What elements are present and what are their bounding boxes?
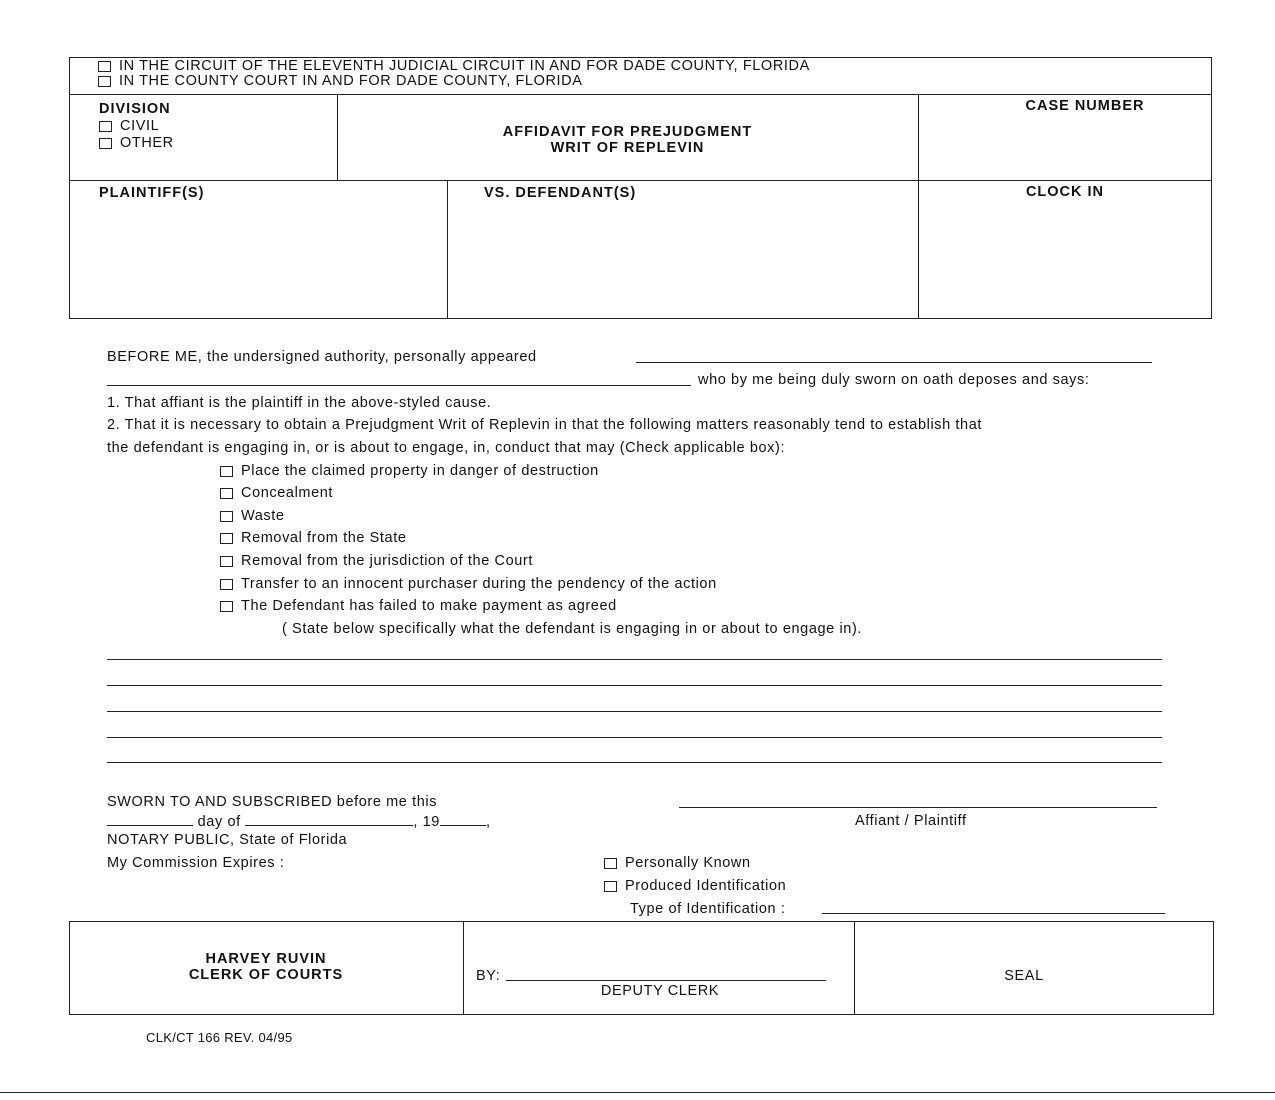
produced-id-option[interactable] <box>604 878 786 894</box>
option-label: Removal from the jurisdiction of the Court <box>241 553 533 569</box>
checkbox[interactable] <box>99 138 112 149</box>
by-label: BY: <box>476 968 501 984</box>
option-label: Place the claimed property in danger of destruction <box>241 463 599 479</box>
checkbox[interactable] <box>220 579 233 590</box>
clerk-block <box>69 951 463 983</box>
court-county-label: IN THE COUNTY COURT IN AND FOR DADE COUNTY, FLORIDA <box>119 73 583 89</box>
affiant-name-line[interactable] <box>636 362 1152 363</box>
form-title <box>337 124 918 156</box>
clerk-name: HARVEY RUVIN <box>205 951 327 967</box>
deputy-signature-line[interactable] <box>506 980 826 981</box>
division-civil-option[interactable] <box>99 118 159 134</box>
produced-id-label: Produced Identification <box>625 878 787 894</box>
personally-known-option[interactable] <box>604 855 751 871</box>
option-label: Waste <box>241 508 285 524</box>
division-civil-label: CIVIL <box>120 118 160 134</box>
option-destruction[interactable] <box>220 463 599 479</box>
case-number-field[interactable] <box>922 118 1208 176</box>
form-id: CLK/CT 166 REV. 04/95 <box>146 1030 293 1045</box>
checkbox[interactable] <box>220 556 233 567</box>
option-concealment[interactable] <box>220 485 333 501</box>
checkbox[interactable] <box>604 858 617 869</box>
checkbox[interactable] <box>220 488 233 499</box>
statement-item-1: 1. That affiant is the plaintiff in the above-styled cause. <box>107 395 492 411</box>
header-divider <box>69 180 1212 181</box>
year-field[interactable] <box>440 813 486 826</box>
option-label: Transfer to an innocent purchaser during the pendency of the action <box>241 576 717 592</box>
column-divider <box>918 94 919 319</box>
clerk-title: CLERK OF COURTS <box>188 967 344 983</box>
year-prefix: , 19 <box>413 814 440 830</box>
seal-label: SEAL <box>1004 968 1044 984</box>
clock-in-label: CLOCK IN <box>1025 184 1105 200</box>
form-title-line2: WRIT OF REPLEVIN <box>550 140 705 156</box>
checkbox[interactable] <box>604 881 617 892</box>
before-me-text: BEFORE ME, the undersigned authority, personally appeared <box>107 349 537 365</box>
option-waste[interactable] <box>220 508 285 524</box>
form-title-line1: AFFIDAVIT FOR PREJUDGMENT <box>502 124 753 140</box>
defendants-label: VS. DEFENDANT(S) <box>484 185 637 201</box>
option-transfer[interactable] <box>220 576 717 592</box>
division-other-option[interactable] <box>99 135 174 151</box>
commission-text: My Commission Expires : <box>107 855 285 871</box>
court-county-option[interactable] <box>98 73 583 89</box>
notary-text: NOTARY PUBLIC, State of Florida <box>107 832 348 848</box>
checkbox[interactable] <box>99 121 112 132</box>
defendants-field[interactable] <box>451 205 914 315</box>
explanation-line[interactable] <box>107 737 1162 738</box>
option-failed-payment[interactable] <box>220 598 617 614</box>
plaintiffs-label: PLAINTIFF(S) <box>99 185 205 201</box>
clock-in-field[interactable] <box>922 205 1208 315</box>
personally-known-label: Personally Known <box>625 855 751 871</box>
affiant-signature-line[interactable] <box>679 807 1157 808</box>
month-field[interactable] <box>245 813 413 826</box>
explanation-line[interactable] <box>107 685 1162 686</box>
division-label: DIVISION <box>99 101 171 117</box>
statement-item-2: 2. That it is necessary to obtain a Prejudgment Writ of Replevin in that the following matters reasonably tend to establish that <box>107 417 982 433</box>
footer-divider <box>854 921 855 1015</box>
division-other-label: OTHER <box>120 135 174 151</box>
page-edge-line <box>0 1092 1275 1093</box>
court-circuit-label: IN THE CIRCUIT OF THE ELEVENTH JUDICIAL CIRCUIT IN AND FOR DADE COUNTY, FLORIDA <box>119 58 810 74</box>
explanation-line[interactable] <box>107 659 1162 660</box>
day-field[interactable] <box>107 813 193 826</box>
day-of-label: day of <box>197 814 241 830</box>
checkbox[interactable] <box>220 601 233 612</box>
option-removal-state[interactable] <box>220 530 407 546</box>
option-label: Concealment <box>241 485 334 501</box>
jurat-date-row: day of , 19 , <box>107 813 491 830</box>
option-removal-jurisdiction[interactable] <box>220 553 533 569</box>
affiant-name-line-2[interactable] <box>107 385 691 386</box>
explanation-line[interactable] <box>107 762 1162 763</box>
court-circuit-option[interactable] <box>98 58 810 74</box>
column-divider <box>447 180 448 319</box>
explanation-line[interactable] <box>107 711 1162 712</box>
footer-divider <box>463 921 464 1015</box>
checkbox[interactable] <box>98 61 111 72</box>
case-number-label: CASE NUMBER <box>1025 98 1145 114</box>
type-id-field[interactable] <box>822 913 1165 914</box>
deposes-text: who by me being duly sworn on oath deposes and says: <box>698 372 1090 388</box>
header-divider <box>69 94 1212 95</box>
checkbox[interactable] <box>220 466 233 477</box>
type-id-label: Type of Identification : <box>630 901 786 917</box>
option-label: Removal from the State <box>241 530 407 546</box>
option-label: The Defendant has failed to make payment as agreed <box>241 598 617 614</box>
checkbox[interactable] <box>220 511 233 522</box>
checkbox[interactable] <box>220 533 233 544</box>
plaintiffs-field[interactable] <box>73 205 443 315</box>
affiant-plaintiff-label: Affiant / Plaintiff <box>855 813 967 829</box>
statement-item-2-cont: the defendant is engaging in, or is about to engage, in, conduct that may (Check applicable box): <box>107 440 786 456</box>
sworn-text: SWORN TO AND SUBSCRIBED before me this <box>107 794 438 810</box>
state-below-instruction: ( State below specifically what the defendant is engaging in or about to engage in). <box>282 621 862 637</box>
checkbox[interactable] <box>98 76 111 87</box>
deputy-clerk-label: DEPUTY CLERK <box>600 983 720 999</box>
